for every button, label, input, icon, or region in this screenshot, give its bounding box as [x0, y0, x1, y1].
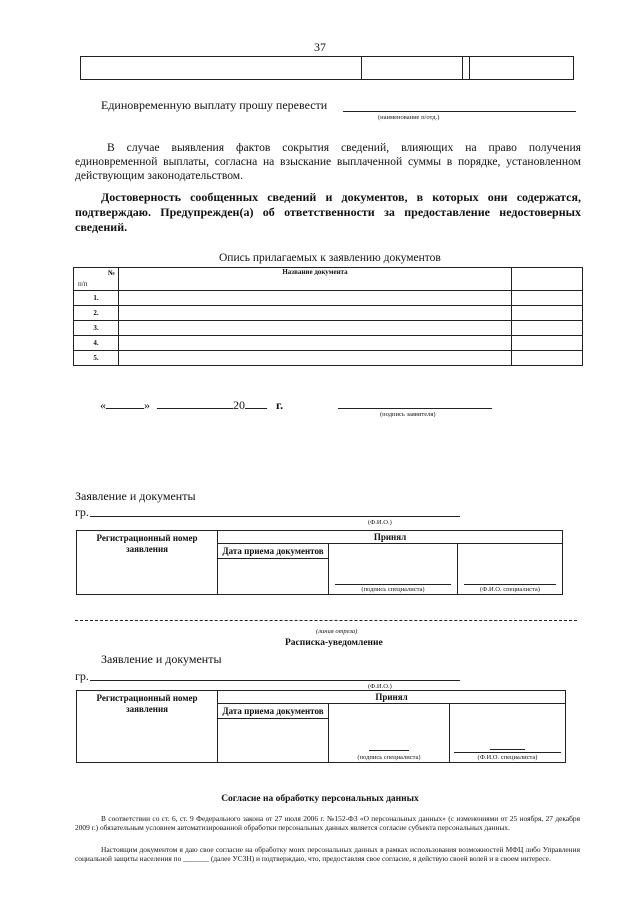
receipt1-sign-cell[interactable]	[329, 544, 458, 595]
receipt2-date-cell[interactable]	[218, 704, 329, 763]
receipt1-fio-caption: (Ф.И.О.)	[368, 519, 392, 526]
receipt2-title: Заявление и документы	[101, 652, 222, 666]
cut-line-caption: (линия отреза)	[316, 628, 358, 635]
inventory-row-num: 1.	[74, 291, 119, 306]
receipt1-accepted-header: Принял	[218, 531, 563, 544]
inventory-extra-header	[512, 268, 583, 291]
receipt2-gr: гр.	[75, 669, 89, 683]
inventory-row	[74, 336, 583, 351]
receipt2-fio-spec-caption: (Ф.И.О. специалиста)	[454, 752, 561, 762]
cut-line	[75, 620, 577, 621]
top-table-cell	[81, 57, 362, 80]
top-table-cell	[463, 57, 470, 80]
inventory-row-name[interactable]	[119, 336, 512, 351]
inventory-row-num: 4.	[74, 336, 119, 351]
date-year-prefix: 20	[233, 398, 245, 412]
receipt-notice-title: Расписка-уведомление	[285, 638, 383, 648]
payment-request-line[interactable]	[343, 111, 576, 112]
inventory-row-extra[interactable]	[512, 291, 583, 306]
inventory-row-num: 3.	[74, 321, 119, 336]
receipt2-table	[76, 690, 566, 763]
receipt2-fio-caption: (Ф.И.О.)	[368, 683, 392, 690]
consent-paragraph-2: Настоящим документом я даю свое согласие на обработку моих персональных данных в рамках использования возможностей МФЦ либо Управления социальной защиты населения по _______ (далее УСЗН) и подтверждаю, что, предоставляя свое согласие, я действую своей волей и в своем интересе.	[75, 845, 580, 864]
top-table-cell	[362, 57, 463, 80]
top-table-cell	[470, 57, 574, 80]
inventory-row	[74, 306, 583, 321]
inventory-row-extra[interactable]	[512, 336, 583, 351]
inventory-row	[74, 321, 583, 336]
receipt2-sign-caption: (подпись специалиста)	[357, 754, 421, 761]
receipt1-table	[76, 530, 563, 595]
date-day-field[interactable]	[106, 397, 144, 409]
receipt2-accepted-header: Принял	[218, 691, 566, 704]
inventory-row-name[interactable]	[119, 291, 512, 306]
inventory-num-top: №	[107, 269, 115, 277]
receipt1-gr: гр.	[75, 505, 89, 519]
inventory-row-name[interactable]	[119, 351, 512, 366]
date-year-suffix: г.	[276, 398, 284, 412]
inventory-name-header: Название документа	[119, 268, 512, 291]
receipt1-reg-header: Регистрационный номер заявления	[77, 531, 218, 595]
inventory-row	[74, 351, 583, 366]
applicant-signature-line[interactable]	[338, 408, 492, 409]
receipt1-sign-caption: (подпись специалиста)	[361, 586, 425, 593]
consent-title: Согласие на обработку персональных данных	[221, 794, 419, 804]
payment-request-caption: (наименование п/отд.)	[378, 114, 440, 121]
receipt1-fio-spec-caption: (Ф.И.О. специалиста)	[480, 586, 540, 593]
confirmation-paragraph: Достоверность сообщенных сведений и документов, в которых они содержатся, подтверждаю. Предупрежден(а) об ответственности за предоставление недостоверных сведений.	[75, 190, 581, 234]
top-table-fragment	[80, 56, 574, 80]
receipt2-sign-cell[interactable]	[329, 704, 450, 763]
inventory-row-extra[interactable]	[512, 321, 583, 336]
date-year-field[interactable]	[245, 397, 267, 409]
receipt2-fio-spec-cell[interactable]	[450, 704, 566, 763]
inventory-row	[74, 291, 583, 306]
inventory-row-name[interactable]	[119, 306, 512, 321]
payment-request-text: Единовременную выплату прошу перевести	[101, 98, 328, 112]
date-month-field[interactable]	[157, 397, 233, 409]
inventory-row-extra[interactable]	[512, 306, 583, 321]
receipt1-title: Заявление и документы	[75, 489, 196, 503]
concealment-paragraph: В случае выявления фактов сокрытия сведений, влияющих на право получения единовременной выплаты, согласна на взыскание выплаченной суммы в порядке, установленном действующим законодательством.	[75, 141, 581, 182]
receipt2-fio-line[interactable]	[90, 680, 460, 681]
inventory-title: Опись прилагаемых к заявлению документов	[219, 252, 441, 264]
inventory-row-num: 5.	[74, 351, 119, 366]
consent-paragraph-1: В соответствии со ст. 6, ст. 9 Федерального закона от 27 июля 2006 г. №152-ФЗ «О персональных данных» (с изменениями от 25 ноября, 27 декабря 2009 г.) обязательным условием автоматизированной обработки персональных данных является согласие субъекта персональных данных.	[75, 814, 580, 833]
receipt1-date-header: Дата приема документов	[218, 544, 328, 559]
receipt1-fio-spec-cell[interactable]	[458, 544, 563, 595]
inventory-row-extra[interactable]	[512, 351, 583, 366]
date-close-quote: »	[144, 398, 150, 412]
receipt2-date-header: Дата приема документов	[218, 704, 328, 719]
applicant-signature-caption: (подпись заявителя)	[380, 411, 436, 418]
inventory-row-num: 2.	[74, 306, 119, 321]
inventory-num-header	[74, 268, 119, 291]
date-line	[100, 397, 283, 413]
receipt1-fio-line[interactable]	[90, 516, 460, 517]
page-number: 37	[314, 40, 326, 54]
inventory-row-name[interactable]	[119, 321, 512, 336]
receipt1-date-cell[interactable]	[218, 544, 329, 595]
inventory-table	[73, 267, 583, 366]
receipt2-reg-header: Регистрационный номер заявления	[77, 691, 218, 763]
date-open-quote: «	[100, 398, 106, 412]
inventory-num-bottom: п/п	[78, 280, 88, 288]
